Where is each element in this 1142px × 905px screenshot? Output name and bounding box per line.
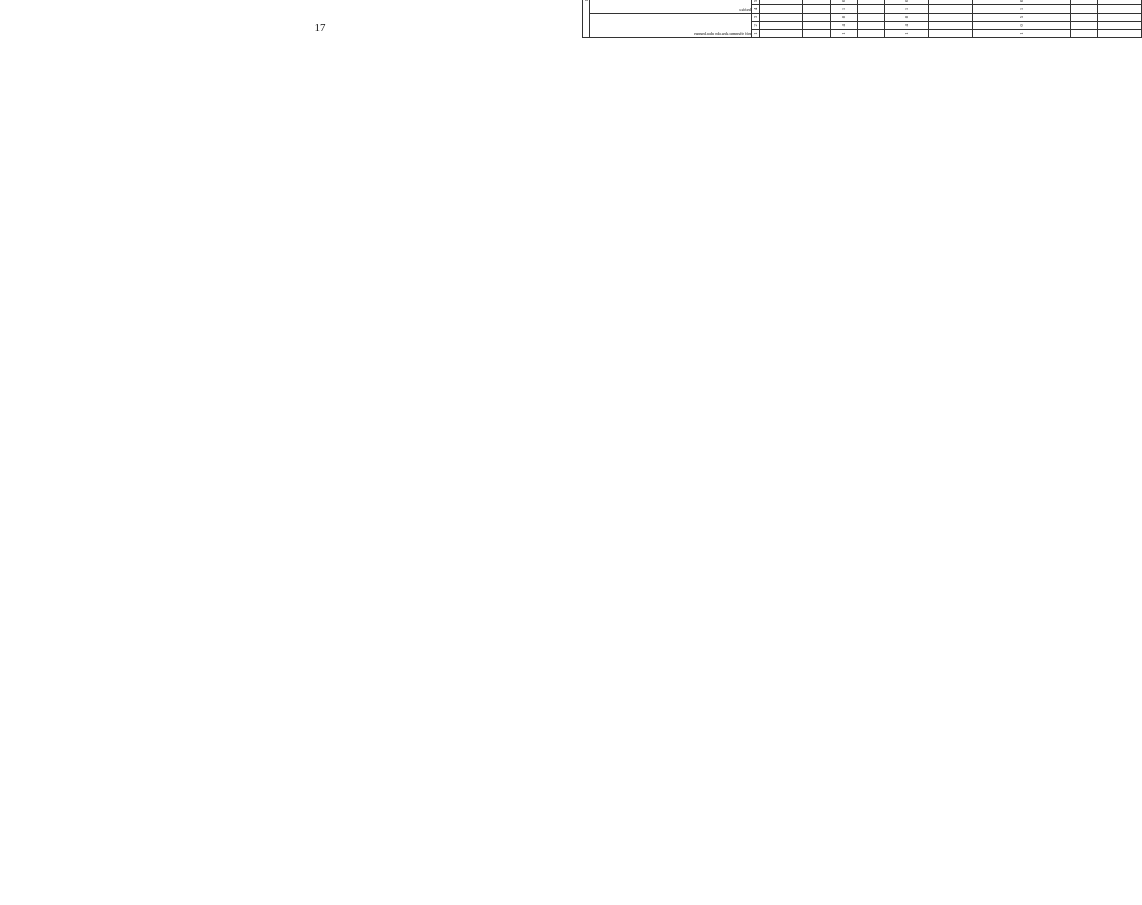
code-cell xyxy=(759,29,803,37)
code-cell: 0 xyxy=(885,0,929,5)
code-cell: 8 xyxy=(885,13,929,21)
code-cell xyxy=(857,5,884,13)
rotated-table-wrapper xyxy=(582,0,1142,38)
code-cell xyxy=(857,13,884,21)
code-cell xyxy=(759,21,803,29)
code-cell xyxy=(803,5,830,13)
program-table xyxy=(582,0,1142,38)
table-row xyxy=(972,0,1070,38)
code-cell xyxy=(759,0,803,5)
code-cell xyxy=(759,5,803,13)
code-cell xyxy=(857,0,884,5)
code-cell xyxy=(1070,21,1097,29)
vertical-header-label: раздел xyxy=(739,7,751,13)
code-cell xyxy=(929,29,973,37)
column-number: 1 xyxy=(752,29,759,37)
code-cell: 4 xyxy=(885,21,929,29)
table-row xyxy=(1070,0,1097,38)
code-cell xyxy=(1070,29,1097,37)
code-cell: 0 xyxy=(830,0,857,5)
code-cell xyxy=(1098,13,1142,21)
code-cell: 4 xyxy=(830,21,857,29)
code-cell: 1 xyxy=(830,5,857,13)
code-cell xyxy=(1098,5,1142,13)
code-cell: 1 xyxy=(972,5,1070,13)
table-row xyxy=(929,0,973,38)
column-number: 2 xyxy=(752,21,759,29)
code-cell xyxy=(759,13,803,21)
code-cell xyxy=(1098,0,1142,5)
page-number: 17 xyxy=(314,22,326,34)
code-cell xyxy=(1070,13,1097,21)
table-row xyxy=(830,0,857,38)
column-numbers-row xyxy=(752,0,759,38)
table-row xyxy=(1098,0,1142,38)
code-cell xyxy=(857,29,884,37)
code-cell: 0 xyxy=(972,0,1070,5)
code-cell xyxy=(929,5,973,13)
vertical-header xyxy=(590,13,752,37)
table-row xyxy=(885,0,929,38)
column-number: 3 xyxy=(752,13,759,21)
column-number: 4 xyxy=(752,5,759,13)
code-cell: 5 xyxy=(972,13,1070,21)
code-cell xyxy=(1098,21,1142,29)
code-cell: 1 xyxy=(830,29,857,37)
table-row xyxy=(857,0,884,38)
table-row xyxy=(803,0,830,38)
vertical-header-label: код администратора программы xyxy=(693,32,751,37)
budget-classification-header xyxy=(583,0,590,38)
code-cell xyxy=(1070,0,1097,5)
code-cell: 1 xyxy=(885,5,929,13)
header-row-2 xyxy=(590,0,752,38)
code-cell xyxy=(857,21,884,29)
vertical-header xyxy=(590,0,752,13)
code-cell xyxy=(803,0,830,5)
code-cell xyxy=(1070,5,1097,13)
code-cell xyxy=(803,29,830,37)
code-cell xyxy=(803,21,830,29)
code-cell: 1 xyxy=(885,29,929,37)
code-cell xyxy=(929,21,973,29)
table-body xyxy=(759,0,1141,38)
code-cell: 8 xyxy=(830,13,857,21)
table-row xyxy=(759,0,803,38)
code-cell: 0 xyxy=(972,21,1070,29)
code-cell xyxy=(929,0,973,5)
code-cell: 1 xyxy=(972,29,1070,37)
code-cell xyxy=(929,13,973,21)
header-row-1 xyxy=(583,0,590,38)
column-number: 5 xyxy=(752,0,759,5)
code-cell xyxy=(1098,29,1142,37)
code-cell xyxy=(803,13,830,21)
